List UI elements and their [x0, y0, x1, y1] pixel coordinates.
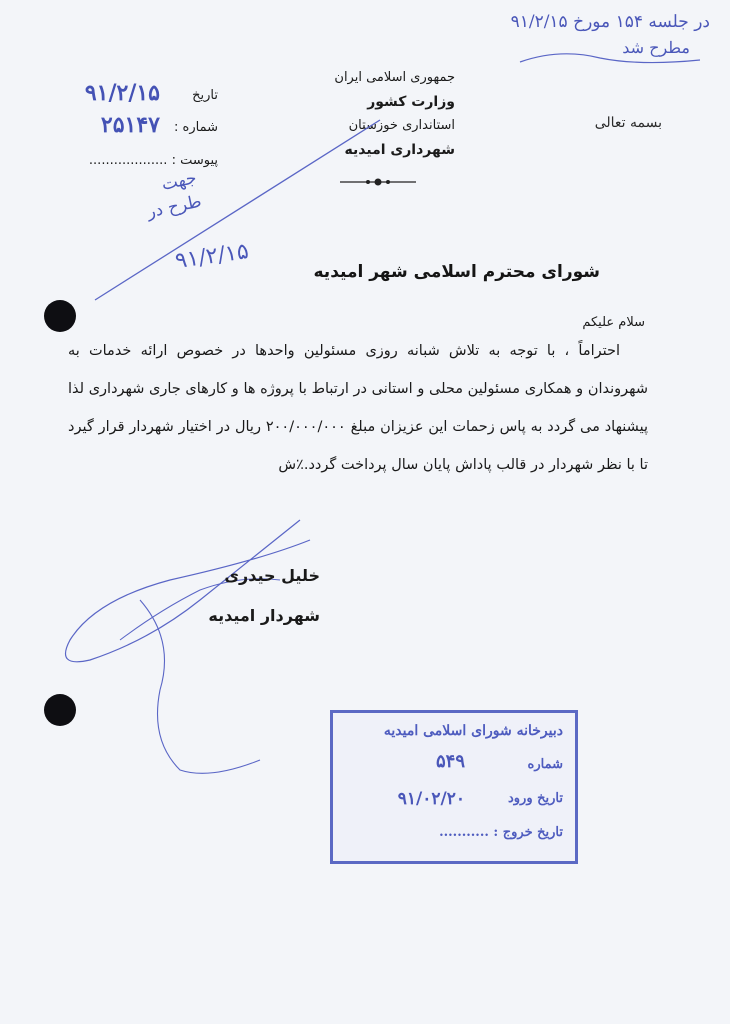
letterhead-line2: وزارت کشور	[367, 94, 455, 110]
attachment-label: پیوست : ...................	[88, 153, 218, 168]
handwritten-left-line2: طرح در	[145, 191, 204, 223]
date-value: ۹۱/۲/۱۵	[84, 80, 160, 106]
greeting: سلام علیکم	[582, 315, 645, 330]
letterhead-line3: استانداری خوزستان	[348, 118, 455, 133]
letterhead-line4: شهرداری امیدیه	[344, 142, 455, 158]
handwritten-meeting-line1: در جلسه ۱۵۴ مورخ ۹۱/۲/۱۵	[510, 12, 710, 32]
signer-name: خلیل حیدری	[224, 566, 320, 585]
stamp-title: دبیرخانه شورای اسلامی امیدیه	[383, 723, 563, 739]
handwritten-left-line1: جهت	[159, 168, 199, 195]
recipient-title: شورای محترم اسلامی شهر امیدیه	[313, 262, 600, 282]
signer-title: شهردار امیدیه	[208, 606, 320, 625]
basmala: بسمه تعالی	[594, 115, 662, 131]
letter-body	[68, 332, 648, 484]
letterhead-line1: جمهوری اسلامی ایران	[334, 70, 455, 85]
handwritten-meeting-line2: مطرح شد	[622, 38, 690, 57]
stamp-exit-label: تاریخ خروج : ...........	[439, 825, 563, 840]
stamp-number-value: ۵۴۹	[435, 751, 465, 772]
number-label: شماره :	[174, 120, 218, 135]
number-value: ۲۵۱۴۷	[100, 112, 160, 138]
date-label: تاریخ	[192, 88, 218, 103]
stamp-entry-value: ۹۱/۰۲/۲۰	[397, 789, 465, 809]
letter-body-text: احتراماً ، با توجه به تلاش شبانه روزی مسئولین واحدها در خصوص ارائه خدمات به شهروندان و همکاری مسئولین محلی و استانی در ارتباط با پروژه ها و کارهای جاری شهرداری لذا پیشنهاد می گردد به پاس زحمات این عزیزان مبلغ ۲۰۰/۰۰۰/۰۰۰ ریال در اختیار شهردار قرار گیرد تا با نظر شهردار در قالب پاداش پایان سال پرداخت گردد.٪ش	[68, 343, 648, 473]
stamp-entry-label: تاریخ ورود	[507, 791, 563, 806]
handwritten-left-date: ۹۱/۲/۱۵	[173, 238, 251, 275]
stamp-number-label: شماره	[527, 757, 563, 772]
secretariat-stamp	[330, 710, 578, 864]
